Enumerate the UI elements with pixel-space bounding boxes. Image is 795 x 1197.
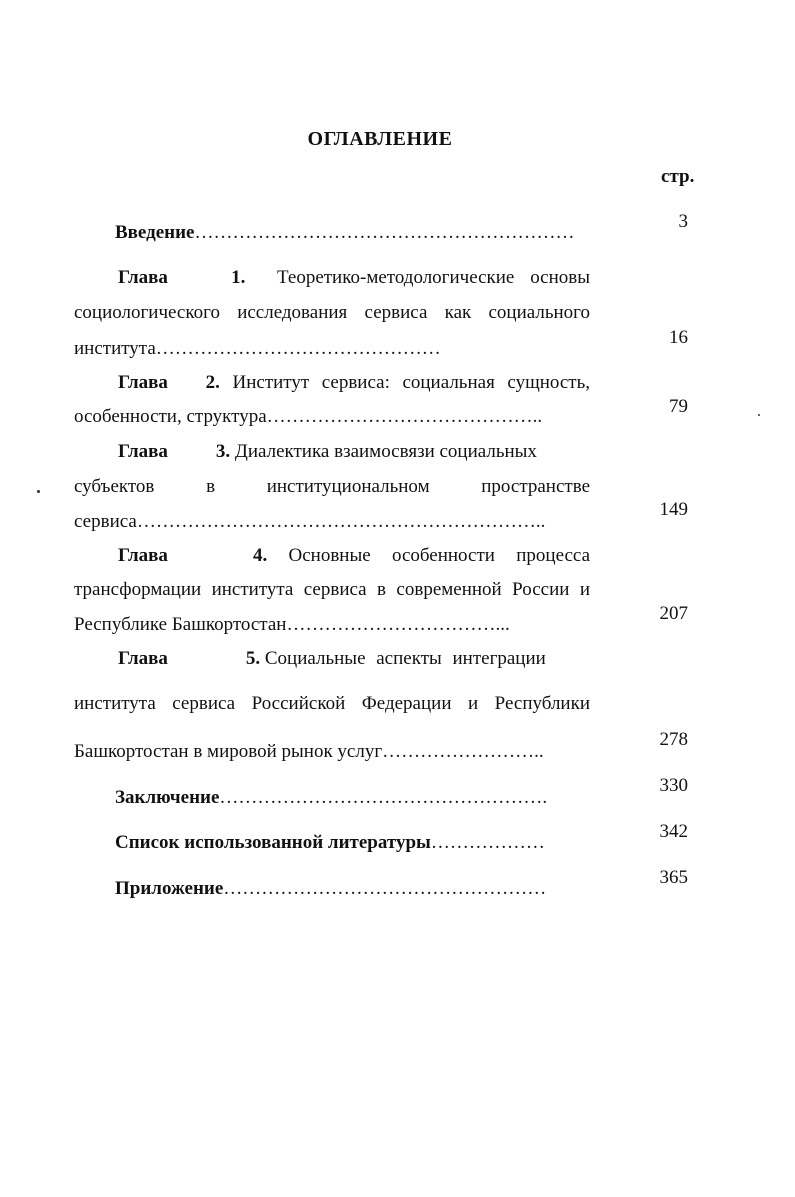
toc-entry-introduction[interactable]: [115, 222, 575, 244]
chapter-title-line: Социальные аспекты интеграции: [264, 648, 546, 669]
word: процесса: [516, 545, 591, 566]
toc-label: Список использованной литературы: [115, 832, 431, 853]
chapter-title-line: Республике Башкортостан……………………………...: [74, 614, 510, 635]
toc-page-number: 330: [659, 775, 688, 796]
word: пространстве: [481, 476, 591, 497]
word: Основные: [288, 545, 371, 566]
toc-entry-chapter-1[interactable]: [74, 267, 590, 289]
chapter-label: Глава: [118, 648, 168, 669]
toc-entry-references[interactable]: [115, 832, 545, 854]
toc-entry-appendix[interactable]: [115, 878, 546, 900]
chapter-number: 3.: [215, 441, 231, 462]
chapter-label: Глава: [118, 441, 168, 462]
page-title: ОГЛАВЛЕНИЕ: [307, 128, 453, 150]
toc-label: Введение: [115, 222, 195, 243]
toc-entry-chapter-3[interactable]: [74, 441, 590, 463]
toc-page-number: 149: [659, 499, 688, 520]
chapter-number: 1.: [231, 267, 246, 288]
toc-page-number: 278: [659, 729, 688, 750]
chapter-label: Глава: [118, 545, 168, 566]
chapter-title-line: Теоретико-методологические: [277, 267, 515, 288]
toc-page-number: 79: [669, 396, 688, 417]
chapter-title-line: Башкортостан в мировой рынок услуг……………………..: [74, 741, 544, 762]
chapter-title-line: социологического исследования сервиса как социального: [74, 302, 590, 323]
chapter-title-line: трансформации института сервиса в современной России и: [74, 579, 590, 600]
chapter-title-line: особенности, структура……………………………………..: [74, 406, 543, 427]
chapter-title-line: института………………………………………: [74, 338, 441, 359]
toc-entry-chapter-2[interactable]: [74, 372, 590, 394]
chapter-title-line: сервиса………………………………………………………..: [74, 511, 546, 532]
chapter-title-line: Диалектика взаимосвязи социальных: [234, 441, 537, 462]
word: институциональном: [266, 476, 430, 497]
chapter-title-line: основы: [530, 267, 590, 288]
toc-entry-chapter-4[interactable]: [74, 545, 590, 567]
toc-page-number: 207: [659, 603, 688, 624]
word: особенности: [391, 545, 495, 566]
word: субъектов: [74, 476, 155, 497]
toc-page-number: 16: [669, 327, 688, 348]
toc-label: Заключение: [115, 787, 220, 808]
toc-leader: ………………: [430, 832, 545, 853]
page-column-header: стр.: [661, 166, 695, 187]
toc-page-number: 342: [659, 821, 688, 842]
toc-entry-conclusion[interactable]: [115, 787, 547, 809]
scan-speck: [37, 490, 40, 493]
chapter-label: Глава: [118, 372, 168, 393]
toc-leader: ……………………………………………: [223, 878, 547, 899]
chapter-number: 4.: [252, 545, 268, 566]
toc-label: Приложение: [115, 878, 224, 899]
toc-entry-chapter-5[interactable]: [74, 648, 590, 670]
toc-page-number: 3: [678, 211, 688, 232]
chapter-title-line: [74, 476, 590, 498]
toc-page-number: 365: [659, 867, 688, 888]
toc-leader: ……………………………………………………: [194, 222, 575, 243]
scan-speck: [758, 414, 760, 416]
chapter-title-line: Институт сервиса: социальная сущность,: [232, 372, 590, 393]
chapter-label: Глава: [118, 267, 168, 288]
chapter-number: 2.: [205, 372, 220, 393]
toc-leader: …………………………………………….: [219, 787, 548, 808]
word: в: [206, 476, 216, 497]
chapter-title-line: института сервиса Российской Федерации и Республики: [74, 693, 590, 714]
chapter-number: 5.: [245, 648, 261, 669]
